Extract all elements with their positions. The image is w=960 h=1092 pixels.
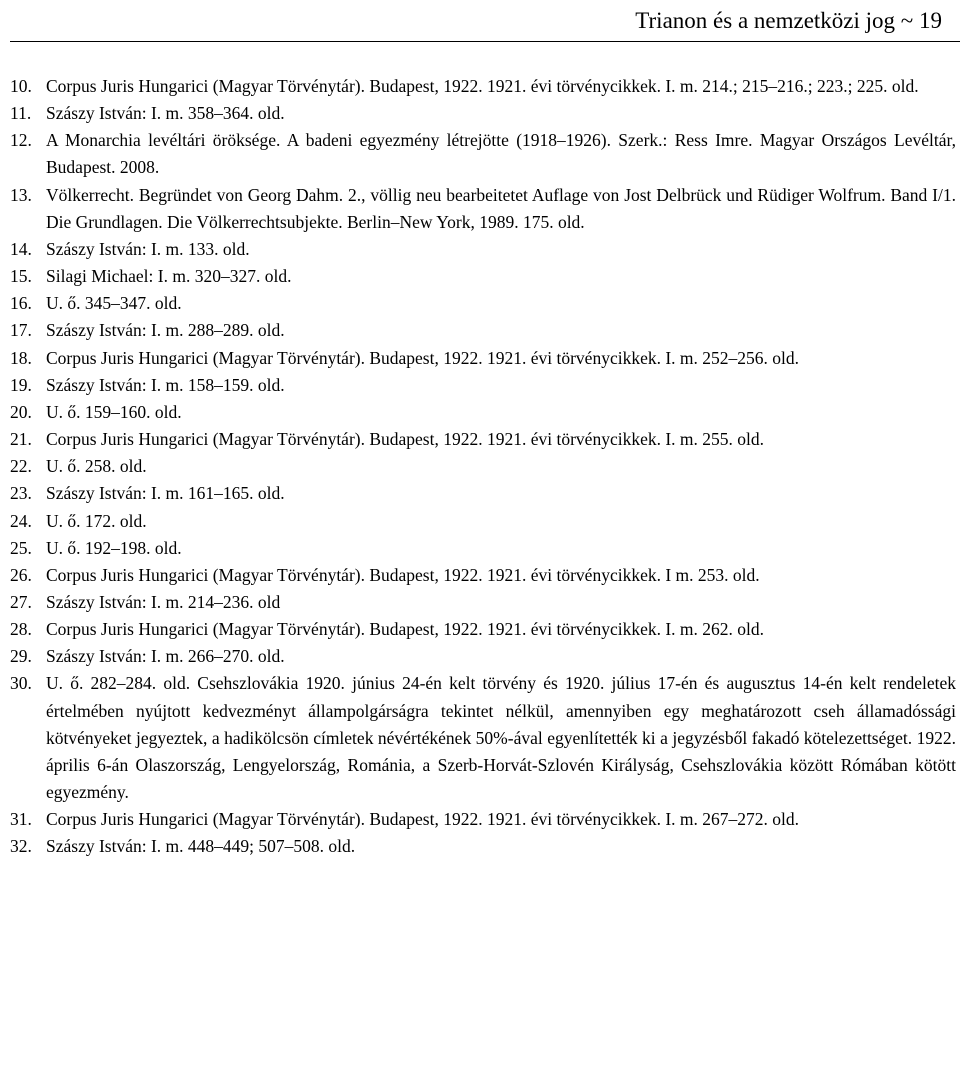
endnote-number: 19. [10, 374, 32, 395]
endnote-number: 15. [10, 266, 32, 287]
endnote-text: Silagi Michael: I. m. 320–327. old. [46, 266, 292, 287]
endnote-item [10, 453, 956, 480]
endnote-number: 12. [10, 130, 32, 151]
endnote-number: 27. [10, 591, 32, 612]
endnote-number: 32. [10, 836, 32, 857]
endnote-text: U. ő. 258. old. [46, 456, 147, 477]
endnote-number: 31. [10, 809, 32, 830]
endnote-item [10, 372, 956, 399]
endnotes-list [10, 73, 956, 861]
endnote-item [10, 535, 956, 562]
endnote-item [10, 317, 956, 344]
endnote-text: Szászy István: I. m. 448–449; 507–508. old. [46, 836, 356, 857]
endnote-text: A Monarchia levéltári öröksége. A badeni egyezmény létrejötte (1918–1926). Szerk.: Ress Imre. Magyar Országos Levéltár, Budapest. 2008. [46, 130, 956, 178]
endnote-number: 28. [10, 619, 32, 640]
header-separator: ~ [900, 8, 914, 33]
endnote-number: 21. [10, 429, 32, 450]
running-header [0, 4, 942, 40]
endnote-text: U. ő. 192–198. old. [46, 537, 182, 558]
endnote-number: 30. [10, 673, 32, 694]
endnote-number: 25. [10, 537, 32, 558]
endnote-item [10, 263, 956, 290]
header-text [635, 8, 942, 34]
endnote-item [10, 100, 956, 127]
endnote-text: Corpus Juris Hungarici (Magyar Törvénytár). Budapest, 1922. 1921. évi törvénycikkek. I m. 253. old. [46, 564, 760, 585]
endnote-text: Szászy István: I. m. 266–270. old. [46, 646, 285, 667]
endnote-text: Corpus Juris Hungarici (Magyar Törvénytár). Budapest, 1922. 1921. évi törvénycikkek. I. m. 267–272. old. [46, 809, 800, 830]
endnote-text: Corpus Juris Hungarici (Magyar Törvénytár). Budapest, 1922. 1921. évi törvénycikkek. I. m. 255. old. [46, 429, 765, 450]
endnote-item [10, 182, 956, 236]
endnote-item [10, 643, 956, 670]
endnote-number: 11. [10, 103, 32, 124]
endnote-number: 22. [10, 456, 32, 477]
endnote-item [10, 236, 956, 263]
endnote-number: 29. [10, 646, 32, 667]
endnote-item [10, 73, 956, 100]
endnote-text: Szászy István: I. m. 161–165. old. [46, 483, 285, 504]
endnote-item [10, 508, 956, 535]
endnote-number: 16. [10, 293, 32, 314]
endnote-text: U. ő. 172. old. [46, 510, 147, 531]
endnote-text: Szászy István: I. m. 288–289. old. [46, 320, 285, 341]
endnote-item [10, 345, 956, 372]
endnote-text: Szászy István: I. m. 158–159. old. [46, 374, 285, 395]
endnote-item [10, 290, 956, 317]
endnote-text: Corpus Juris Hungarici (Magyar Törvénytár). Budapest, 1922. 1921. évi törvénycikkek. I. m. 262. old. [46, 619, 765, 640]
endnote-item [10, 670, 956, 806]
endnote-text: U. ő. 159–160. old. [46, 401, 182, 422]
endnote-text: Corpus Juris Hungarici (Magyar Törvénytár). Budapest, 1922. 1921. évi törvénycikkek. I. m. 252–256. old. [46, 347, 800, 368]
endnote-number: 18. [10, 347, 32, 368]
endnote-text: Szászy István: I. m. 214–236. old [46, 591, 281, 612]
page-number: 19 [919, 8, 942, 33]
running-title: Trianon és a nemzetközi jog [635, 8, 896, 33]
endnote-item [10, 562, 956, 589]
endnote-text: Szászy István: I. m. 358–364. old. [46, 103, 285, 124]
endnote-number: 26. [10, 564, 32, 585]
endnote-text: U. ő. 282–284. old. Csehszlovákia 1920. június 24-én kelt törvény és 1920. július 17-én és augusztus 14-én kelt rendeletek értelmében nyújtott kedvezményt állampolgárságra tekintet nélkül, amennyiben egy meghatározott cseh államadóssági kötvényeket jegyeztek, a hadikölcsön címletek névértékének 50%-ával egyenlítették ki a jegyzésből fakadó kötelezettséget. 1922. április 6-án Olaszország, Lengyelország, Románia, a Szerb-Horvát-Szlovén Királyság, Csehszlovákia között Rómában kötött egyezmény. [46, 673, 956, 803]
endnote-item [10, 616, 956, 643]
endnote-item [10, 426, 956, 453]
endnote-number: 17. [10, 320, 32, 341]
endnote-number: 20. [10, 401, 32, 422]
endnote-item [10, 833, 956, 860]
endnote-number: 14. [10, 238, 32, 259]
endnote-text: Szászy István: I. m. 133. old. [46, 238, 250, 259]
endnote-item [10, 806, 956, 833]
endnote-item [10, 399, 956, 426]
header-divider [10, 41, 960, 42]
endnote-number: 23. [10, 483, 32, 504]
endnote-number: 10. [10, 76, 32, 96]
endnote-item [10, 127, 956, 181]
endnote-item [10, 480, 956, 507]
endnote-text: Corpus Juris Hungarici (Magyar Törvénytár). Budapest, 1922. 1921. évi törvénycikkek. I. m. 214.; 215–216.; 223.; 225. old. [46, 76, 919, 96]
endnote-text: U. ő. 345–347. old. [46, 293, 182, 314]
endnote-number: 13. [10, 184, 32, 205]
endnote-text: Völkerrecht. Begründet von Georg Dahm. 2., völlig neu bearbeitetet Auflage von Jost Delbrück und Rüdiger Wolfrum. Band I/1. Die Grundlagen. Die Völkerrechtsubjekte. Berlin–New York, 1989. 175. old. [46, 184, 956, 232]
endnote-item [10, 589, 956, 616]
endnote-number: 24. [10, 510, 32, 531]
